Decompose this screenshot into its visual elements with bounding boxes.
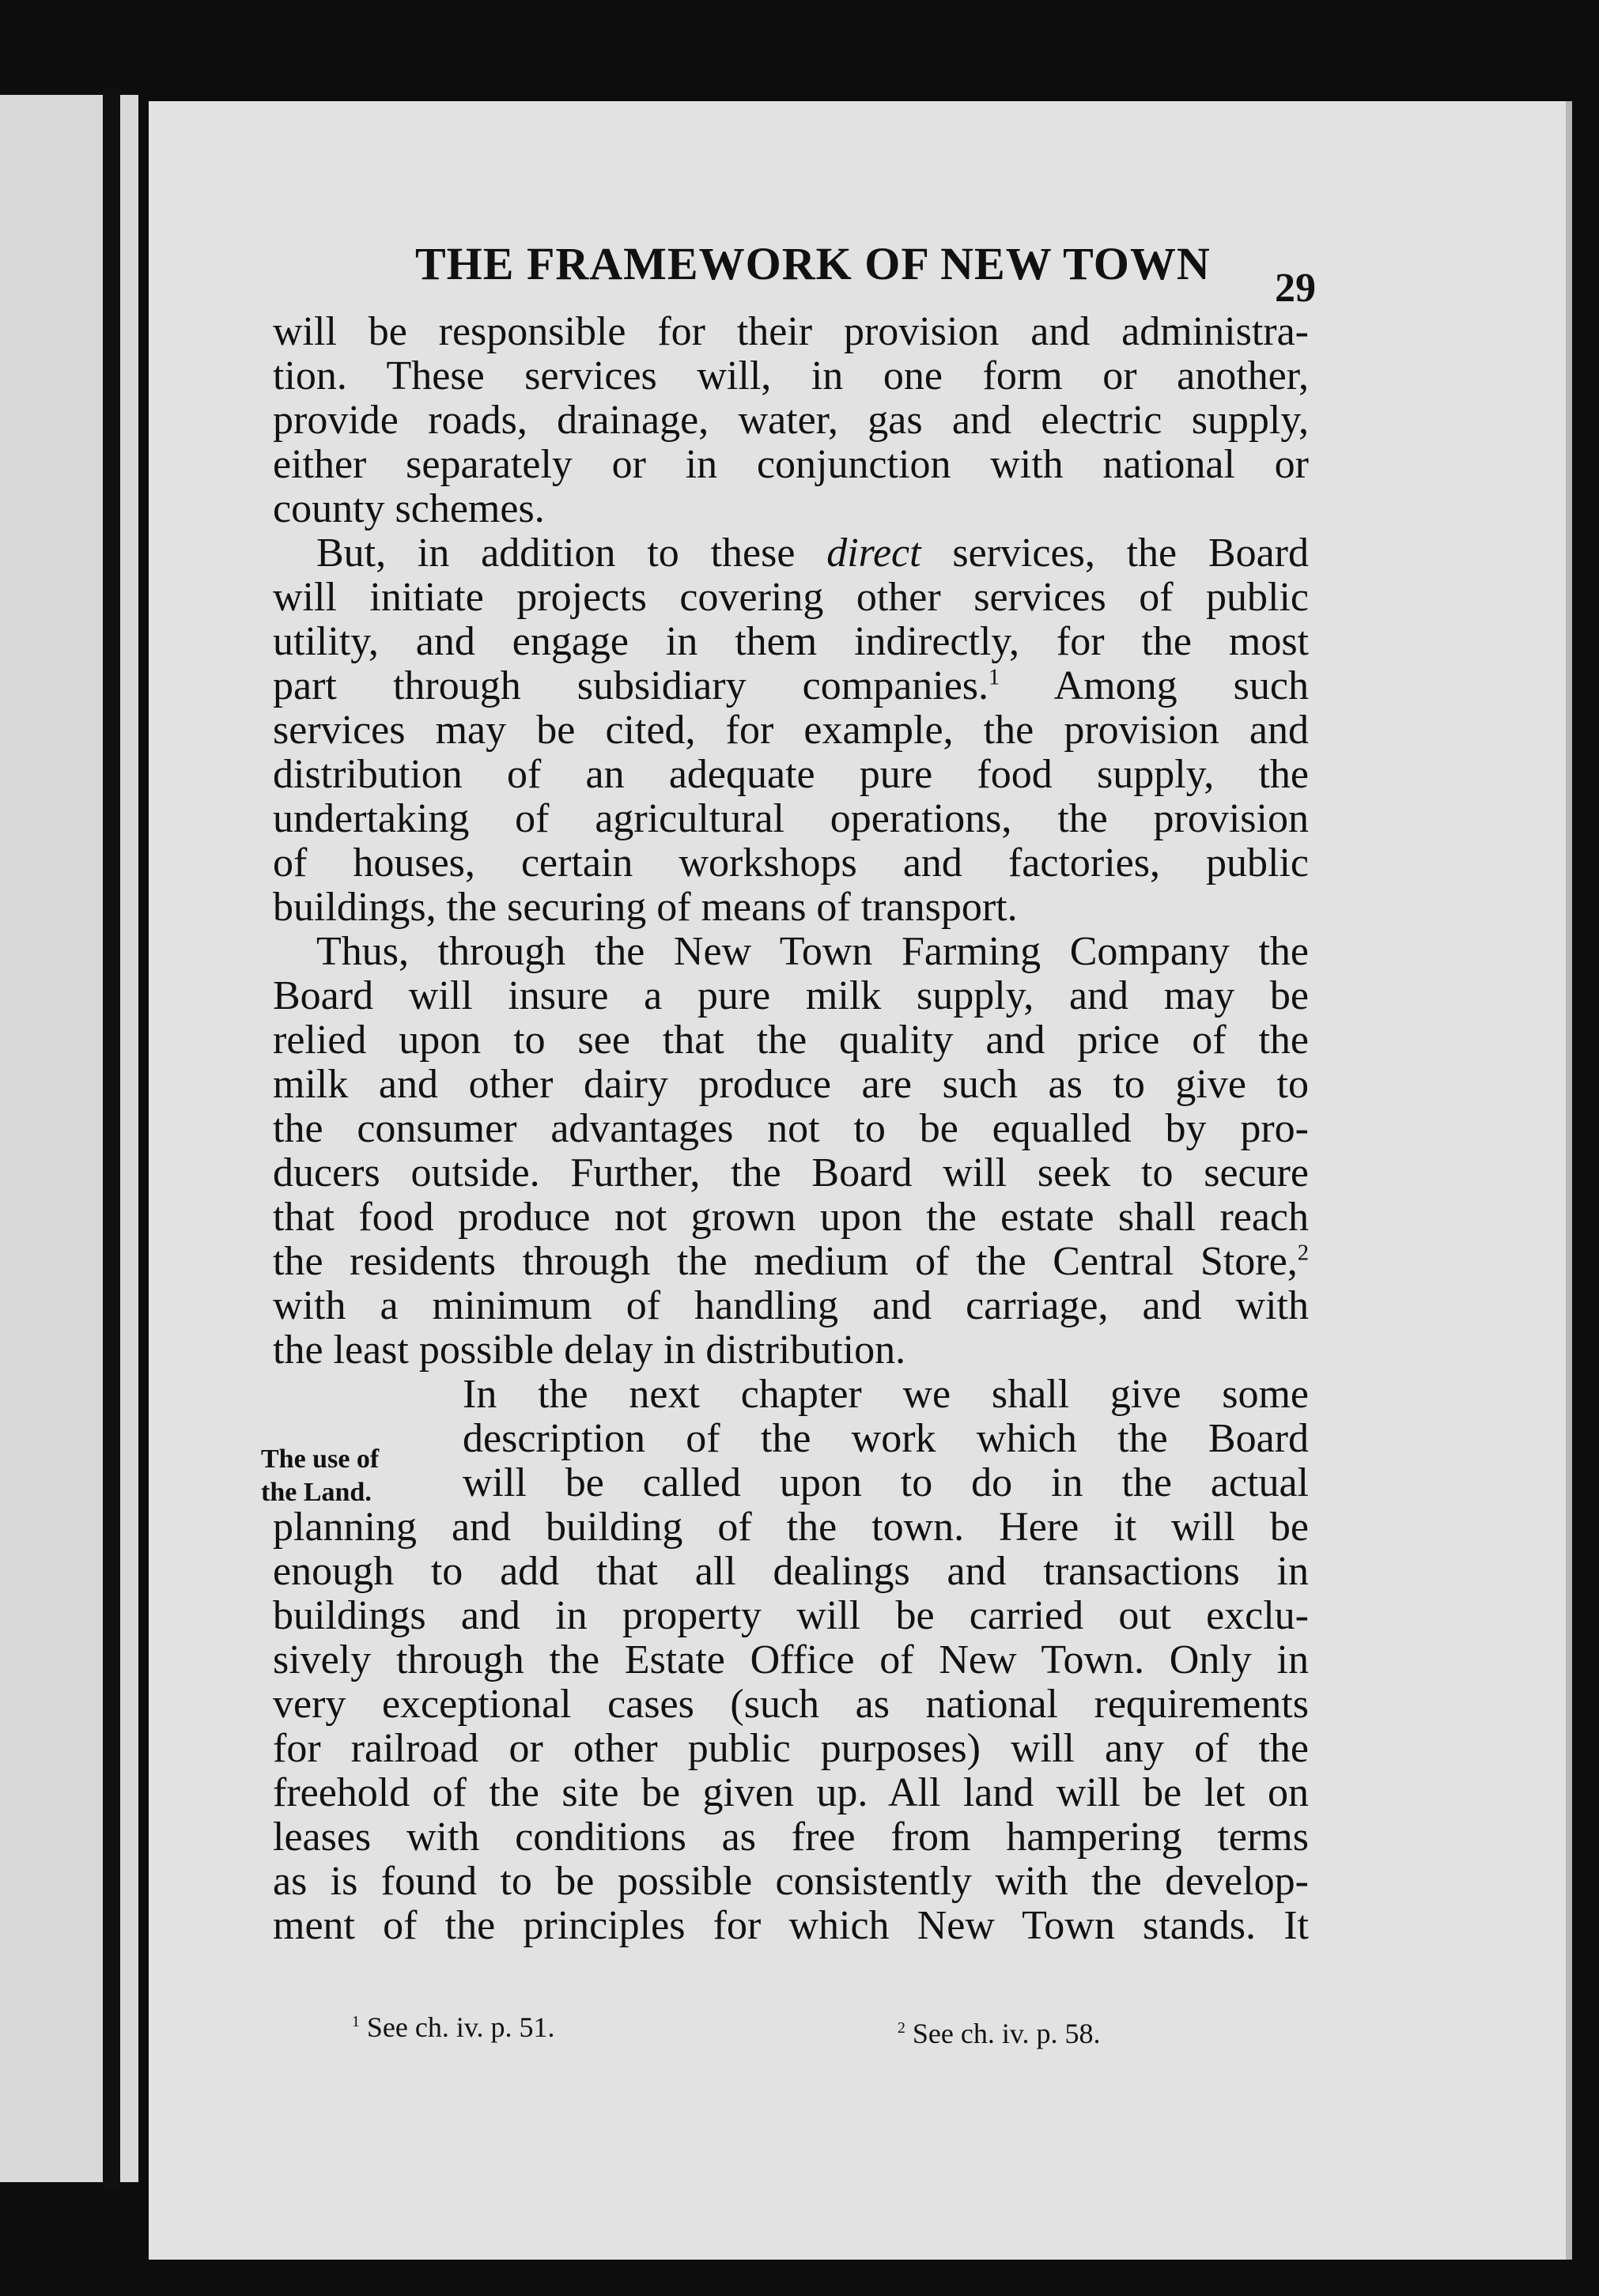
text-line: leases with conditions as free from hampering terms (273, 1815, 1309, 1860)
text-line: the consumer advantages not to be equalled by pro- (273, 1106, 1309, 1151)
text-line: In the next chapter we shall give some (463, 1372, 1309, 1417)
footnote-ref-1: 1 (989, 665, 1000, 690)
margin-sidenote (261, 1443, 379, 1509)
text-line (273, 531, 1309, 576)
sidenote-line: The use of (261, 1444, 380, 1474)
footnote-mark: 2 (898, 2019, 905, 2037)
text-line: will be responsible for their provision and administra- (273, 309, 1309, 354)
text-line: enough to add that all dealings and transactions in (273, 1549, 1309, 1594)
text-run: services, the Board (920, 531, 1309, 576)
text-line: county schemes. (273, 486, 545, 531)
text-line: that food produce not grown upon the estate shall reach (273, 1195, 1309, 1240)
text-line: distribution of an adequate pure food supply, the (273, 752, 1309, 797)
text-line: Board will insure a pure milk supply, and may be (273, 973, 1309, 1018)
body-text (273, 310, 1309, 1948)
text-line: tion. These services will, in one form or another, (273, 353, 1309, 398)
text-line: description of the work which the Board (463, 1416, 1309, 1461)
text-line: very exceptional cases (such as national requirements (273, 1682, 1309, 1727)
text-line: either separately or in conjunction with national or (273, 442, 1309, 487)
footnote-1 (352, 2011, 555, 2044)
running-head: THE FRAMEWORK OF NEW TOWN (415, 238, 1211, 289)
text-line: for railroad or other public purposes) will any of the (273, 1726, 1309, 1771)
text-line: planning and building of the town. Here it will be (273, 1505, 1309, 1550)
footnote-2 (898, 2017, 1101, 2050)
footnote-mark: 1 (352, 2013, 360, 2030)
text-line: buildings, the securing of means of transport. (273, 885, 1018, 930)
text-run: Among such (1000, 663, 1309, 708)
book-gutter (103, 87, 120, 2190)
footnote-text: See ch. iv. p. 51. (359, 2011, 555, 2043)
text-line: as is found to be possible consistently with the develop- (273, 1859, 1309, 1904)
text-line (273, 664, 1309, 708)
text-line: provide roads, drainage, water, gas and electric supply, (273, 398, 1309, 443)
text-run: the residents through the medium of the Central Store, (273, 1239, 1298, 1284)
text-line: relied upon to see that the quality and price of the (273, 1018, 1309, 1063)
footnote-ref-2: 2 (1297, 1241, 1309, 1266)
text-line: will initiate projects covering other services of public (273, 575, 1309, 620)
text-line: undertaking of agricultural operations, the provision (273, 796, 1309, 841)
text-line: utility, and engage in them indirectly, for the most (273, 619, 1309, 664)
italic-word: direct (826, 531, 921, 576)
text-line: the least possible delay in distribution. (273, 1327, 906, 1373)
text-line: ducers outside. Further, the Board will seek to secure (273, 1150, 1309, 1195)
text-line: of houses, certain workshops and factories, public (273, 840, 1309, 886)
text-line: freehold of the site be given up. All land will be let on (273, 1770, 1309, 1815)
page-number: 29 (1275, 266, 1316, 311)
text-line (273, 1240, 1309, 1284)
footnote-text: See ch. iv. p. 58. (905, 2018, 1101, 2049)
text-line: Thus, through the New Town Farming Company the (316, 929, 1309, 974)
text-run: But, in addition to these (316, 531, 827, 576)
text-run: part through subsidiary companies. (273, 663, 989, 708)
text-line: buildings and in property will be carried out exclu- (273, 1593, 1309, 1638)
text-line: with a minimum of handling and carriage, and with (273, 1283, 1309, 1328)
text-line: services may be cited, for example, the provision and (273, 708, 1309, 753)
text-line: sively through the Estate Office of New Town. Only in (273, 1637, 1309, 1682)
sidenote-line: the Land. (261, 1478, 372, 1507)
text-line: ment of the principles for which New Town stands. It (273, 1903, 1309, 1948)
text-line: milk and other dairy produce are such as to give to (273, 1062, 1309, 1107)
text-line: will be called upon to do in the actual (463, 1460, 1309, 1505)
